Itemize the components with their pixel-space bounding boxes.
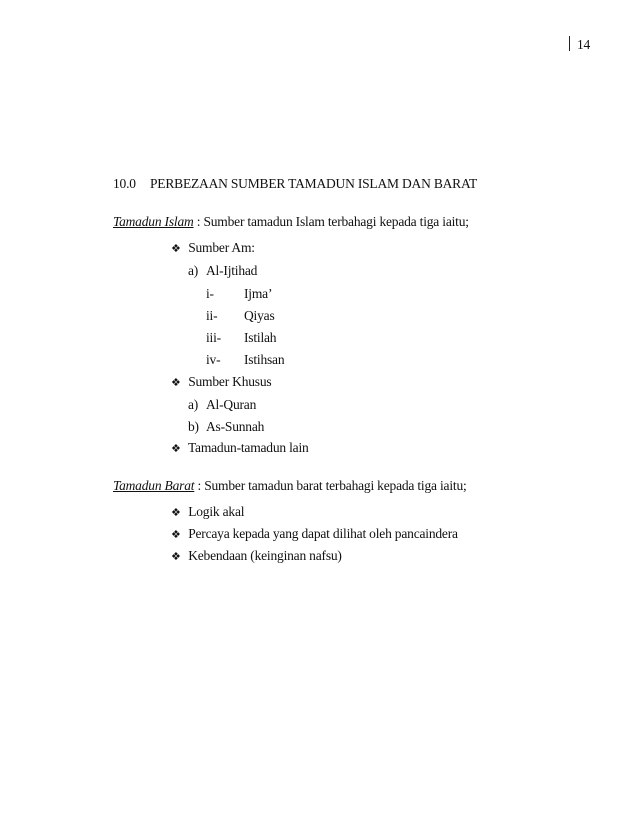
islam-intro-line xyxy=(113,214,469,230)
bullet-label: Logik akal xyxy=(188,504,245,519)
islam-intro: : Sumber tamadun Islam terbahagi kepada tiga iaitu; xyxy=(193,214,469,229)
islam-bullet-tamadun-lain xyxy=(171,440,309,457)
sub-item-2: Qiyas xyxy=(244,308,275,323)
sub-marker-1: i- xyxy=(206,286,214,301)
list-marker-a: a) xyxy=(188,263,199,278)
page-number-divider xyxy=(569,36,570,51)
barat-bullet-3 xyxy=(171,548,342,565)
bullet-label: Sumber Khusus xyxy=(188,374,272,389)
list-item-as-sunnah: As-Sunnah xyxy=(206,419,265,434)
sub-marker-3: iii- xyxy=(206,330,221,345)
list-item-al-ijtihad: Al-Ijtihad xyxy=(206,263,258,278)
sub-item-3: Istilah xyxy=(244,330,277,345)
barat-intro-line xyxy=(113,478,467,494)
sub-marker-2: ii- xyxy=(206,308,218,323)
barat-label: Tamadun Barat xyxy=(113,478,195,493)
barat-bullet-1 xyxy=(171,504,244,521)
list-marker-a: a) xyxy=(188,397,199,412)
islam-label: Tamadun Islam xyxy=(113,214,194,229)
bullet-label: Kebendaan (keinginan nafsu) xyxy=(188,548,342,563)
diamond-bullet-icon: ❖ xyxy=(171,442,181,455)
list-marker-b: b) xyxy=(188,419,199,434)
section-number: 10.0 xyxy=(113,176,136,191)
islam-bullet-sumber-am xyxy=(171,240,255,257)
page-number: 14 xyxy=(577,37,591,52)
islam-bullet-sumber-khusus xyxy=(171,374,271,391)
barat-bullet-2 xyxy=(171,526,458,543)
bullet-label: Sumber Am: xyxy=(188,240,255,255)
list-item-al-quran: Al-Quran xyxy=(206,397,257,412)
barat-intro: : Sumber tamadun barat terbahagi kepada tiga iaitu; xyxy=(194,478,467,493)
diamond-bullet-icon: ❖ xyxy=(171,242,181,255)
diamond-bullet-icon: ❖ xyxy=(171,376,181,389)
diamond-bullet-icon: ❖ xyxy=(171,506,181,519)
diamond-bullet-icon: ❖ xyxy=(171,528,181,541)
bullet-label: Percaya kepada yang dapat dilihat oleh pancaindera xyxy=(188,526,458,541)
sub-marker-4: iv- xyxy=(206,352,221,367)
sub-item-1: Ijma’ xyxy=(244,286,273,301)
diamond-bullet-icon: ❖ xyxy=(171,550,181,563)
bullet-label: Tamadun-tamadun lain xyxy=(187,440,309,455)
sub-item-4: Istihsan xyxy=(244,352,285,367)
section-title: PERBEZAAN SUMBER TAMADUN ISLAM DAN BARAT xyxy=(150,176,478,191)
